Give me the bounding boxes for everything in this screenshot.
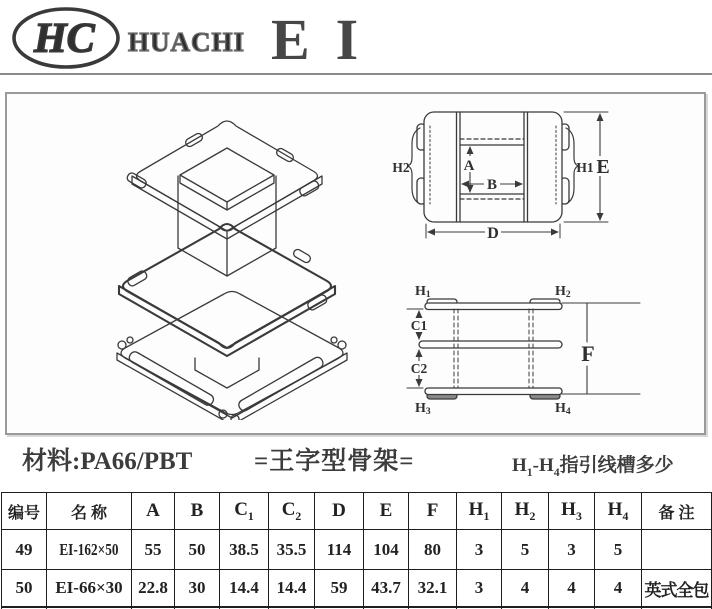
cell-c1: 38.5	[220, 530, 269, 570]
dim-label-side-h4: H4	[555, 401, 571, 416]
col-e: E	[364, 493, 409, 530]
cell-b: 30	[175, 570, 220, 608]
dim-label-c2: C2	[410, 361, 428, 376]
hc-logo-text: HC	[34, 16, 95, 62]
cell-h1: 3	[457, 530, 502, 570]
isometric-bobbin-drawing	[77, 106, 399, 420]
series-title: EI	[271, 7, 385, 72]
cell-remark	[642, 530, 712, 570]
cell-h1: 3	[457, 570, 502, 608]
col-f: F	[409, 493, 457, 530]
cell-h3: 3	[549, 530, 595, 570]
dim-label-c1: C1	[410, 318, 428, 333]
header-divider	[0, 73, 712, 75]
col-h3: $H_3$	[549, 493, 595, 530]
top-view-diagram	[392, 104, 682, 254]
dim-label-side-h2: H2	[555, 284, 571, 300]
hc-logo	[10, 5, 122, 71]
table-header-row	[2, 493, 712, 530]
col-c2: $C_2$	[269, 493, 315, 530]
col-h4: $H_4$	[595, 493, 642, 530]
slot-count-note: $H_1-H_4$指引线槽多少	[512, 455, 674, 479]
drawing-panel	[5, 92, 706, 435]
cell-d: 59	[315, 570, 364, 608]
brand-wordmark	[126, 20, 256, 62]
cell-a: 55	[132, 530, 175, 570]
cell-f: 32.1	[409, 570, 457, 608]
cell-a: 22.8	[132, 570, 175, 608]
cell-c2: 14.4	[269, 570, 315, 608]
dim-label-a: A	[463, 158, 475, 174]
cell-h4: 5	[595, 530, 642, 570]
dim-label-b: B	[486, 177, 498, 193]
cell-h4: 4	[595, 570, 642, 608]
cell-h3: 4	[549, 570, 595, 608]
cell-c2: 35.5	[269, 530, 315, 570]
col-name: 名 称	[47, 493, 132, 530]
cell-b: 50	[175, 530, 220, 570]
col-a: A	[132, 493, 175, 530]
cell-e: 104	[364, 530, 409, 570]
dim-label-h2: H2	[392, 160, 410, 175]
dim-label-f: F	[581, 341, 595, 366]
dim-label-d: D	[487, 225, 499, 242]
col-remark: 备 注	[642, 493, 712, 530]
col-b: B	[175, 493, 220, 530]
col-c1: $C_1$	[220, 493, 269, 530]
side-view-diagram	[397, 282, 697, 416]
cell-d: 114	[315, 530, 364, 570]
table-row	[2, 570, 712, 608]
col-h1: $H_1$	[457, 493, 502, 530]
col-id: 编号	[2, 493, 47, 530]
cell-id: 49	[2, 530, 47, 570]
cell-remark: 英式全包	[642, 570, 712, 608]
cell-h2: 5	[502, 530, 549, 570]
cell-e: 43.7	[364, 570, 409, 608]
cell-c1: 14.4	[220, 570, 269, 608]
col-d: D	[315, 493, 364, 530]
material-spec: 材料:PA66/PBT	[22, 448, 193, 475]
dim-label-side-h3: H3	[415, 401, 431, 416]
table-row	[2, 530, 712, 570]
col-h2: $H_2$	[502, 493, 549, 530]
cell-h2: 4	[502, 570, 549, 608]
cell-f: 80	[409, 530, 457, 570]
frame-type-title: =王字型骨架=	[254, 448, 415, 475]
dim-label-e: E	[596, 156, 610, 178]
brand-text: HUACHI	[128, 27, 246, 57]
dim-label-h1: H1	[576, 160, 594, 175]
cell-name: EI-162×50	[47, 530, 132, 570]
cell-id: 50	[2, 570, 47, 608]
cell-name: EI-66×30	[47, 570, 132, 608]
spec-table	[1, 492, 712, 609]
dim-label-side-h1: H1	[415, 284, 431, 300]
